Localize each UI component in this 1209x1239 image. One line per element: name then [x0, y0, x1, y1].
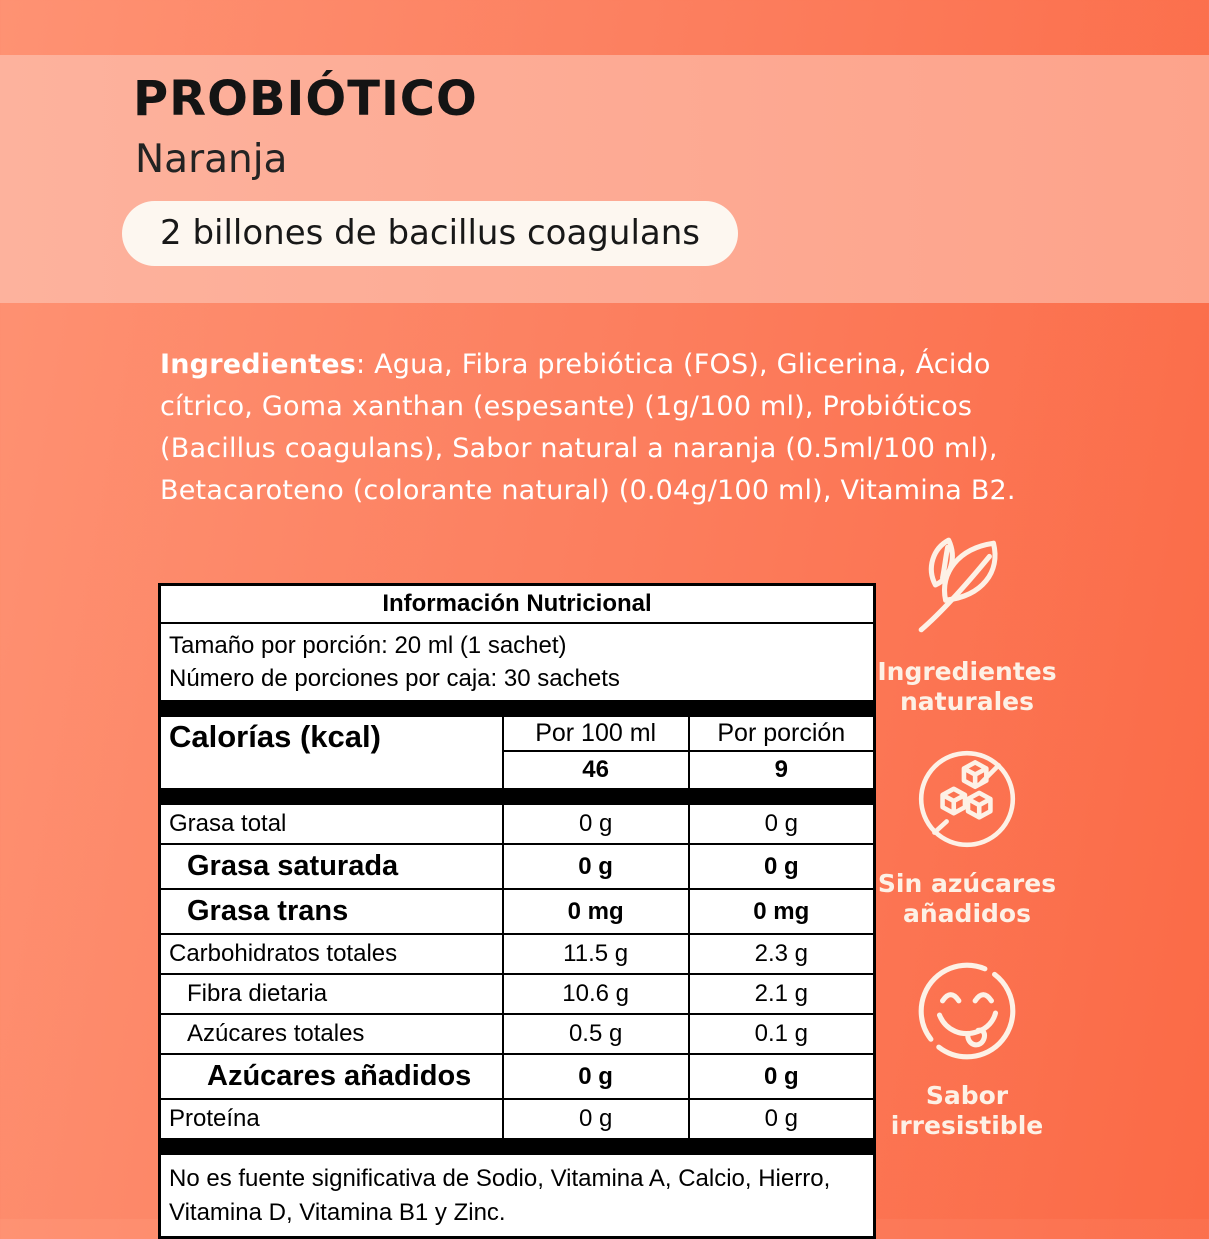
- nutrient-row-total-carbs: Carbohidratos totales 11.5 g 2.3 g: [160, 934, 875, 974]
- serving-info-row: [160, 623, 875, 701]
- calories-label: Calorías (kcal): [160, 716, 503, 789]
- ingredients-text: : Agua, Fibra prebiótica (FOS), Glicerina, Ácido cítrico, Goma xanthan (espesante) (1g/100 ml), Probióticos (Bacillus coagulans), Sabor natural a naranja (0.5ml/100 ml), Betacaroteno (colorante natural) (0.04g/100 ml), Vitamina B2.: [160, 349, 1016, 506]
- leaf-icon: [911, 531, 1023, 643]
- nutrient-row-total-fat: Grasa total 0 g 0 g: [160, 804, 875, 844]
- footnote: No es fuente significativa de Sodio, Vitamina A, Calcio, Hierro, Vitamina D, Vitamina B1 y Zinc.: [160, 1154, 875, 1238]
- nutrient-row-dietary-fiber: Fibra dietaria 10.6 g 2.1 g: [160, 974, 875, 1014]
- header-band: [0, 55, 1209, 303]
- feature-label: Sin azúcares añadidos: [877, 869, 1057, 928]
- table-title-row: [160, 585, 875, 624]
- feature-no-added-sugar: [866, 743, 1068, 928]
- nutrient-row-total-sugars: Azúcares totales 0.5 g 0.1 g: [160, 1014, 875, 1054]
- calories-per-serving: 9: [689, 751, 875, 789]
- nutrition-table: [158, 583, 876, 1239]
- serving-size: Tamaño por porción: 20 ml (1 sachet): [169, 632, 567, 659]
- nutrient-row-added-sugars: Azúcares añadidos 0 g 0 g: [160, 1054, 875, 1099]
- smiley-tongue-icon: [911, 955, 1023, 1067]
- nutrient-row-trans-fat: Grasa trans 0 mg 0 mg: [160, 889, 875, 934]
- feature-list: [866, 531, 1068, 1167]
- feature-label: Sabor irresistible: [890, 1081, 1044, 1140]
- divider-bar: [160, 789, 875, 804]
- divider-bar: [160, 701, 875, 716]
- nutrient-row-saturated-fat: Grasa saturada 0 g 0 g: [160, 844, 875, 889]
- product-title: PROBIÓTICO: [133, 71, 478, 127]
- ingredients-paragraph: [160, 344, 1052, 512]
- feature-label: Ingredientes naturales: [877, 657, 1057, 716]
- no-added-sugar-icon: [911, 743, 1023, 855]
- calories-header-row: [160, 716, 875, 751]
- footnote-row: [160, 1154, 875, 1238]
- feature-irresistible-flavor: [866, 955, 1068, 1140]
- feature-natural-ingredients: [866, 531, 1068, 716]
- calories-per-100: 46: [503, 751, 689, 789]
- servings-per-box: Número de porciones por caja: 30 sachets: [169, 665, 620, 693]
- product-flavor: Naranja: [135, 137, 288, 182]
- probiotic-count-badge: 2 billones de bacillus coagulans: [122, 201, 738, 266]
- table-title: Información Nutricional: [160, 585, 875, 624]
- divider-bar: [160, 1139, 875, 1154]
- col-header-per-100: Por 100 ml: [503, 716, 689, 751]
- col-header-per-serving: Por porción: [689, 716, 875, 751]
- nutrient-row-protein: Proteína 0 g 0 g: [160, 1099, 875, 1139]
- ingredients-label: Ingredientes: [160, 349, 357, 380]
